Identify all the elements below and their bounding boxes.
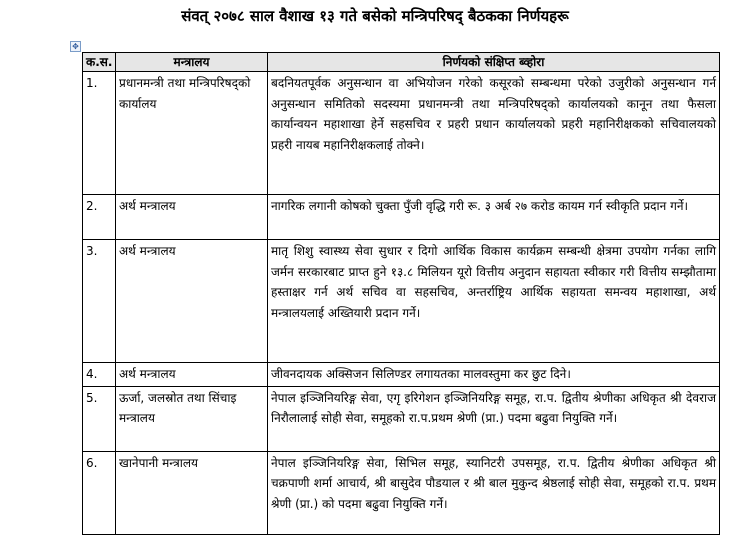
row-decision: जीवनदायक अक्सिजन सिलिण्डर लगायतका मालवस्तुमा कर छुट दिने।	[268, 363, 720, 387]
header-ministry: मन्त्रालय	[116, 53, 268, 72]
row-serial-number: 2.	[83, 195, 116, 240]
page-title: संवत् २०७८ साल वैशाख १३ गते बसेको मन्त्रिपरिषद् बैठकका निर्णयहरू	[181, 7, 569, 25]
header-serial-number: क.स.	[83, 53, 116, 72]
table-row	[83, 72, 720, 195]
row-ministry: प्रधानमन्त्री तथा मन्त्रिपरिषद्को कार्यालय	[116, 72, 268, 195]
row-decision: बदनियतपूर्वक अनुसन्धान वा अभियोजन गरेको कसूरको सम्बन्धमा परेको उजुरीको अनुसन्धान गर्न अनुसन्धान समितिको सदस्यमा प्रधानमन्त्री तथा मन्त्रिपरिषद्को कार्यालयको कानून तथा फैसला कार्यान्वयन महाशाखा हेर्ने सहसचिव र प्रहरी प्रधान कार्यालयको प्रहरी महानिरीक्षकको सचिवालयको प्रहरी नायब महानिरीक्षकलाई तोक्ने।	[268, 72, 720, 195]
header-decision: निर्णयको संक्षिप्त ब्व्होरा	[268, 53, 720, 72]
row-ministry: अर्थ मन्त्रालय	[116, 240, 268, 363]
row-ministry: अर्थ मन्त्रालय	[116, 363, 268, 387]
row-serial-number: 5.	[83, 386, 116, 451]
row-ministry: ऊर्जा, जलस्रोत तथा सिंचाइ मन्त्रालय	[116, 386, 268, 451]
row-serial-number: 1.	[83, 72, 116, 195]
row-ministry: अर्थ मन्त्रालय	[116, 195, 268, 240]
row-decision: नागरिक लगानी कोषको चुक्ता पुँजी वृद्धि गरी रू. ३ अर्ब २७ करोड कायम गर्न स्वीकृति प्रदान गर्ने।	[268, 195, 720, 240]
row-decision: मातृ शिशु स्वास्थ्य सेवा सुधार र दिगो आर्थिक विकास कार्यक्रम सम्बन्धी क्षेत्रमा उपयोग गर्नका लागि जर्मन सरकारबाट प्राप्त हुने १३.८ मिलियन यूरो वित्तीय अनुदान सहायता स्वीकार गरी वित्तीय सम्झौतामा हस्ताक्षर गर्न अर्थ सचिव वा सहसचिव, अन्तर्राष्ट्रिय आर्थिक सहायता समन्वय महाशाखा, अर्थ मन्त्रालयलाई अख्तियारी प्रदान गर्ने।	[268, 240, 720, 363]
row-serial-number: 6.	[83, 451, 116, 534]
table-move-handle-icon[interactable]: ✥	[70, 41, 81, 52]
table-header-row	[83, 53, 720, 72]
table-row	[83, 363, 720, 387]
table-row	[83, 195, 720, 240]
row-serial-number: 3.	[83, 240, 116, 363]
table-row	[83, 386, 720, 451]
table-row	[83, 240, 720, 363]
table-row	[83, 451, 720, 534]
row-serial-number: 4.	[83, 363, 116, 387]
row-ministry: खानेपानी मन्त्रालय	[116, 451, 268, 534]
row-decision: नेपाल इञ्जिनियरिङ्ग सेवा, एगृ इरिगेशन इञ्जिनियरिङ्ग समूह, रा.प. द्वितीय श्रेणीका अधिकृत श्री देवराज निरौलालाई सोही सेवा, समूहको रा.प.प्रथम श्रेणी (प्रा.) पदमा बढुवा नियुक्ति गर्ने।	[268, 386, 720, 451]
row-decision: नेपाल इञ्जिनियरिङ्ग सेवा, सिभिल समूह, स्यानिटरी उपसमूह, रा.प. द्वितीय श्रेणीका अधिकृत श्री चक्रपाणी शर्मा आचार्य, श्री बासुदेव पौडयाल र श्री बाल मुकुन्द श्रेष्ठलाई सोही सेवा, समूहको रा.प. प्रथम श्रेणी (प्रा.) को पदमा बढुवा नियुक्ति गर्ने।	[268, 451, 720, 534]
decisions-table	[82, 52, 720, 535]
